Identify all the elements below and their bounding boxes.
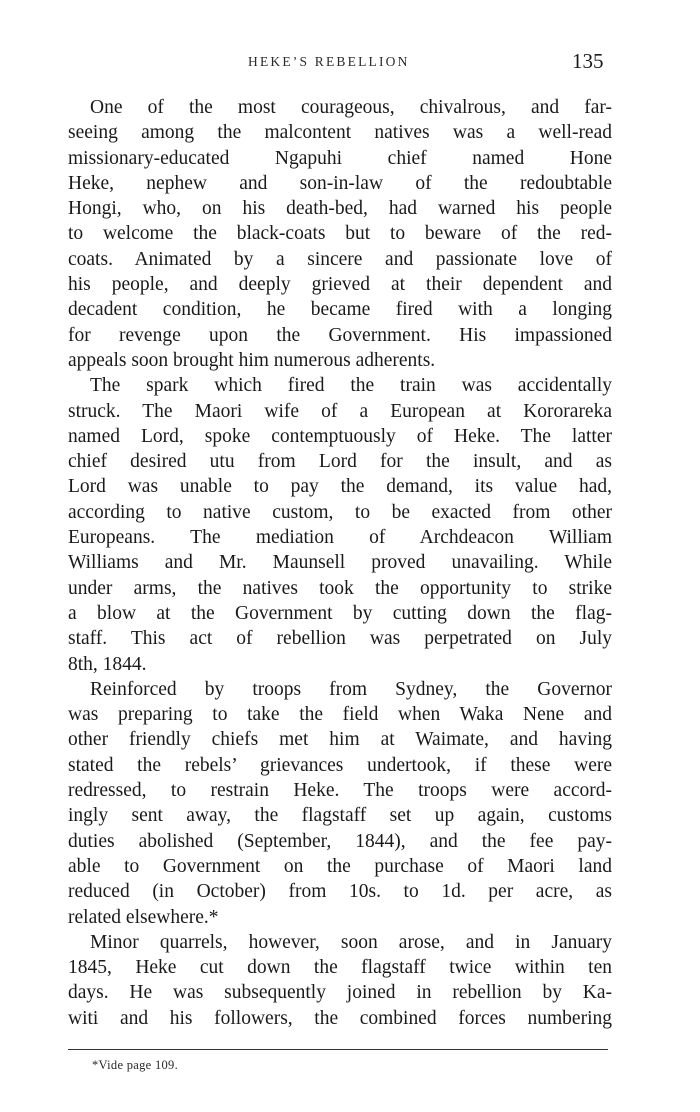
text-line: Europeans. The mediation of Archdeacon William <box>68 527 612 549</box>
text-line: coats. Animated by a sincere and passionate love of <box>68 248 612 270</box>
text-line: seeing among the malcontent natives was a well-read <box>68 122 612 144</box>
text-line: other friendly chiefs met him at Waimate, and having <box>68 729 612 751</box>
page-number: 135 <box>572 49 604 73</box>
footnote: *Vide page 109. <box>92 1058 179 1072</box>
text-line: One of the most courageous, chivalrous, and far- <box>90 97 612 118</box>
running-title: HEKE’S REBELLION <box>248 54 410 69</box>
text-line: chief desired utu from Lord for the insult, and as <box>68 451 612 473</box>
text-line: Lord was unable to pay the demand, its value had, <box>68 476 612 498</box>
text-line: staff. This act of rebellion was perpetrated on July <box>68 628 612 650</box>
text-line: decadent condition, he became fired with a longing <box>68 299 612 321</box>
text-line: able to Government on the purchase of Maori land <box>68 855 612 877</box>
text-line: Minor quarrels, however, soon arose, and in January <box>90 931 612 953</box>
text-line: missionary-educated Ngapuhi chief named Hone <box>68 147 612 169</box>
text-line: reduced (in October) from 10s. to 1d. per acre, as <box>68 881 612 903</box>
text-line: struck. The Maori wife of a European at Kororareka <box>68 400 612 422</box>
text-line: The spark which fired the train was accidentally <box>90 375 612 397</box>
text-line: named Lord, spoke contemptuously of Heke. The latter <box>68 425 612 447</box>
text-line: was preparing to take the field when Waka Nene and <box>68 704 612 726</box>
text-line: appeals soon brought him numerous adherents. <box>68 349 436 371</box>
footnote-divider <box>68 1049 608 1050</box>
text-line: redressed, to restrain Heke. The troops were accord- <box>68 780 612 802</box>
text-line: for revenge upon the Government. His impassioned <box>68 324 612 346</box>
text-line: Hongi, who, on his death-bed, had warned his people <box>68 198 612 220</box>
text-line: under arms, the natives took the opportunity to strike <box>68 577 612 599</box>
text-line: Reinforced by troops from Sydney, the Governor <box>90 678 612 700</box>
text-line: according to native custom, to be exacted from other <box>68 501 612 523</box>
text-line: 8th, 1844. <box>68 653 147 675</box>
text-line: Heke, nephew and son-in-law of the redoubtable <box>68 172 612 194</box>
text-line: his people, and deeply grieved at their dependent and <box>68 274 612 296</box>
text-line: days. He was subsequently joined in rebellion by Ka- <box>68 982 612 1004</box>
body-text <box>68 95 612 1031</box>
text-line: stated the rebels’ grievances undertook, if these were <box>68 754 612 776</box>
running-head <box>0 50 700 76</box>
text-line: duties abolished (September, 1844), and the fee pay- <box>68 830 612 852</box>
text-line: witi and his followers, the combined forces numbering <box>68 1007 612 1029</box>
text-line: related elsewhere.* <box>68 906 219 928</box>
text-line: Williams and Mr. Maunsell proved unavailing. While <box>68 552 612 574</box>
text-line: 1845, Heke cut down the flagstaff twice within ten <box>68 957 612 979</box>
text-line: a blow at the Government by cutting down the flag- <box>68 602 612 624</box>
text-line: to welcome the black-coats but to beware of the red- <box>68 223 612 245</box>
text-line: ingly sent away, the flagstaff set up again, customs <box>68 805 612 827</box>
